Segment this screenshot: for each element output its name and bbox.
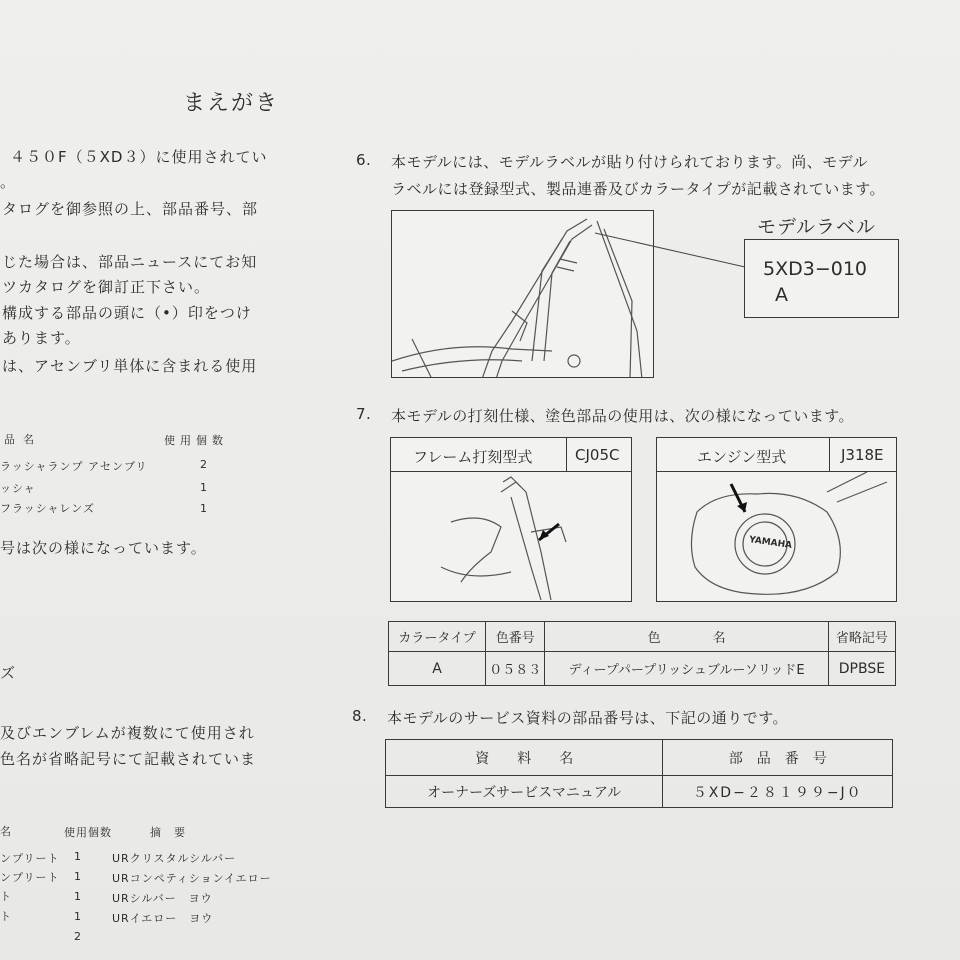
color-table [388, 621, 896, 686]
table2-header-name: 名 [0, 825, 12, 838]
left-line: 及びエンブレムが複数にて使用され [0, 724, 255, 742]
page-title: まえがき [183, 91, 280, 116]
left-line: は、アセンブリ単体に含まれる使用 [2, 357, 258, 375]
model-label-code: 5XD3−010 [763, 258, 868, 280]
table1-header-name: 品名 [4, 433, 42, 446]
table1-row-name: ラッシャランプ アセンブリ [0, 460, 148, 473]
model-label-title: モデルラベル [757, 216, 877, 238]
table2-row-note: URコンペティションイエロー [112, 872, 272, 885]
table2-row-note: URクリスタルシルバー [112, 852, 237, 865]
yamaha-logo: YAMAHA [748, 535, 793, 551]
service-doc-partno: ５XD−２８１９９−J０ [663, 776, 893, 808]
table2-row-qty: 2 [74, 930, 82, 943]
table2-row-qty: 1 [74, 890, 82, 903]
service-table-header [386, 740, 893, 776]
frame-stamp-box [390, 437, 632, 602]
service-header-name: 資 料 名 [386, 740, 663, 776]
frame-stamp-drawing [391, 472, 631, 600]
service-table-row [386, 776, 893, 808]
left-fragment: ズ [0, 664, 17, 682]
table2-row-name: ンプリート [0, 871, 60, 884]
left-line: 。 [0, 173, 17, 191]
service-header-partno: 部 品 番 号 [663, 740, 893, 776]
engine-stamp-box [656, 437, 897, 602]
item7-number: 7. [356, 405, 372, 423]
left-line: あります。 [2, 329, 81, 347]
table1-row-qty: 2 [200, 458, 208, 471]
left-line: じた場合は、部品ニュースにてお知 [2, 253, 258, 271]
left-line: 構成する部品の頭に（•）印をつけ [2, 304, 252, 322]
frame-stamp-label: フレーム打刻型式 [413, 448, 533, 466]
engine-stamp-label: エンジン型式 [697, 448, 787, 466]
label-leader-line [590, 225, 750, 285]
left-line: ４５０F（５XD３）に使用されてい [10, 148, 268, 166]
table2-header-note: 摘 要 [150, 826, 186, 839]
table1-row-qty: 1 [200, 502, 208, 515]
table2-row-note: URシルバー ヨウ [112, 892, 213, 905]
color-abbr: DPBSE [828, 652, 895, 686]
color-table-row [389, 652, 896, 686]
color-name: ディープパープリッシュブルーソリッドE [545, 652, 829, 686]
table2-row-note: URイエロー ヨウ [112, 912, 214, 925]
left-line: タログを御参照の上、部品番号、部 [2, 200, 259, 218]
table1-header-qty: 使用個数 [164, 434, 228, 447]
color-header-type: カラータイプ [389, 622, 486, 652]
table2-row-name: ト [0, 910, 12, 923]
table2-row-name: ンプリート [0, 852, 60, 865]
left-line: 色名が省略記号にて記載されていま [0, 750, 257, 768]
color-table-header [389, 622, 896, 652]
engine-stamp-code: J318E [841, 446, 884, 464]
table1-row-name: ッシャ [0, 482, 36, 495]
color-number: ０５８３ [486, 652, 545, 686]
table1-row-name: フラッシャレンズ [0, 502, 95, 515]
color-header-name: 色 名 [545, 622, 829, 652]
item6-number: 6. [356, 151, 372, 169]
service-doc-name: オーナーズサービスマニュアル [386, 776, 663, 808]
left-line: ツカタログを御訂正下さい。 [2, 278, 211, 296]
color-header-number: 色番号 [486, 622, 545, 652]
table2-row-name: ト [0, 890, 12, 903]
item6-line2: ラベルには登録型式、製品連番及びカラータイプが記載されています。 [391, 180, 886, 198]
model-label-type: A [775, 284, 788, 306]
table1-row-qty: 1 [200, 481, 208, 494]
item7-text: 本モデルの打刻仕様、塗色部品の使用は、次の様になっています。 [391, 407, 855, 425]
model-label-box [744, 239, 899, 318]
engine-drawing [657, 472, 896, 600]
color-type: A [389, 652, 486, 686]
left-line: 号は次の様になっています。 [0, 539, 207, 557]
color-header-abbr: 省略記号 [828, 622, 895, 652]
item8-text: 本モデルのサービス資料の部品番号は、下記の通りです。 [387, 709, 789, 727]
table2-row-qty: 1 [74, 870, 82, 883]
table2-header-qty: 使用個数 [64, 826, 112, 839]
frame-stamp-code: CJ05C [575, 446, 620, 464]
service-docs-table [385, 739, 893, 808]
item6-line1: 本モデルには、モデルラベルが貼り付けられております。尚、モデル [391, 153, 869, 171]
item8-number: 8. [352, 707, 368, 725]
table2-row-qty: 1 [74, 850, 82, 863]
table2-row-qty: 1 [74, 910, 82, 923]
